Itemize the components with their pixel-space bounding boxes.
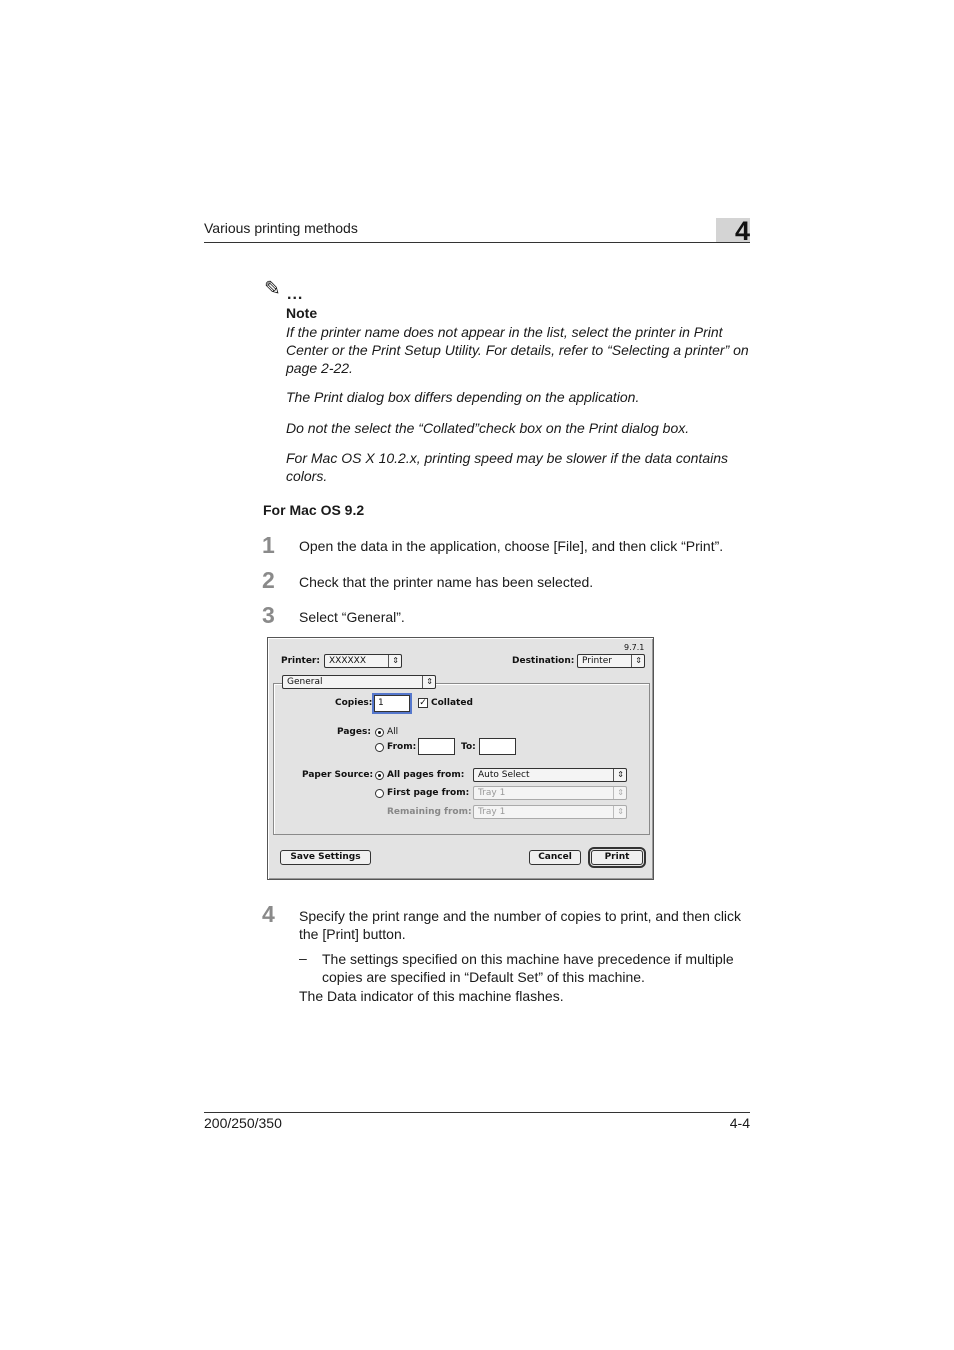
collated-label: Collated bbox=[431, 698, 473, 708]
from-label: From: bbox=[387, 742, 417, 752]
header-rule bbox=[204, 242, 750, 243]
copies-label: Copies: bbox=[335, 698, 373, 708]
all-pages-from-label: All pages from: bbox=[387, 770, 465, 780]
destination-value: Printer bbox=[582, 656, 612, 666]
pages-all-radio[interactable] bbox=[375, 728, 384, 737]
copies-field[interactable]: 1 bbox=[374, 695, 410, 712]
step-number: 4 bbox=[262, 901, 275, 927]
all-pages-from-radio[interactable] bbox=[375, 771, 384, 780]
to-field[interactable] bbox=[479, 738, 516, 755]
remaining-from-popup[interactable] bbox=[473, 805, 627, 819]
footer-rule bbox=[204, 1112, 750, 1113]
first-page-from-value: Tray 1 bbox=[478, 788, 506, 798]
page-number: 4-4 bbox=[729, 1115, 750, 1131]
panel-value: General bbox=[287, 677, 323, 687]
step-number: 3 bbox=[262, 602, 275, 628]
step-text: Select “General”. bbox=[299, 609, 405, 625]
printer-value: XXXXXX bbox=[329, 656, 366, 666]
bullet-dash: – bbox=[299, 950, 307, 966]
updown-arrow-icon: ⇕ bbox=[613, 806, 624, 818]
pages-label: Pages: bbox=[337, 727, 371, 737]
panel-popup[interactable] bbox=[282, 675, 436, 689]
remaining-from-value: Tray 1 bbox=[478, 807, 506, 817]
step-text: Specify the print range and the number of copies to print, and then click the [Print] button. bbox=[299, 908, 742, 942]
pencil-icon: ✎ bbox=[264, 278, 281, 300]
printer-label: Printer: bbox=[281, 656, 320, 666]
collated-checkbox[interactable]: ✓ bbox=[419, 698, 427, 708]
first-page-from-radio[interactable] bbox=[375, 789, 384, 798]
cancel-button[interactable]: Cancel bbox=[529, 850, 581, 865]
section-heading: For Mac OS 9.2 bbox=[263, 502, 365, 518]
updown-arrow-icon: ⇕ bbox=[631, 655, 642, 667]
note-paragraph: If the printer name does not appear in the list, select the printer in Print Center or the Print Setup Utility. For details, refer to “Selecting a printer” on page 2-22. bbox=[286, 324, 749, 376]
print-dialog bbox=[267, 637, 654, 880]
print-button[interactable]: Print bbox=[591, 850, 643, 865]
from-field[interactable] bbox=[418, 738, 455, 755]
version-label: 9.7.1 bbox=[624, 643, 645, 652]
note-paragraph: The Print dialog box differs depending on the application. bbox=[286, 389, 640, 405]
pages-from-radio[interactable] bbox=[375, 743, 384, 752]
note-title: Note bbox=[286, 305, 318, 321]
step-text: Check that the printer name has been selected. bbox=[299, 574, 594, 590]
remaining-from-label: Remaining from: bbox=[387, 807, 472, 817]
updown-arrow-icon: ⇕ bbox=[613, 769, 624, 781]
destination-label: Destination: bbox=[512, 656, 575, 666]
bullet-text: The settings specified on this machine have precedence if multiple copies are specified in “Default Set” of this machine. bbox=[322, 951, 734, 985]
running-header-title: Various printing methods bbox=[204, 220, 358, 236]
step-number: 1 bbox=[262, 532, 275, 558]
printer-popup[interactable] bbox=[324, 654, 402, 668]
note-paragraph: Do not the select the “Collated”check box on the Print dialog box. bbox=[286, 420, 690, 436]
note-ellipsis: ... bbox=[287, 286, 304, 303]
first-page-from-label: First page from: bbox=[387, 788, 470, 798]
updown-arrow-icon: ⇕ bbox=[422, 676, 433, 688]
paper-source-label: Paper Source: bbox=[302, 770, 374, 780]
all-pages-from-value: Auto Select bbox=[478, 770, 530, 780]
step-number: 2 bbox=[262, 567, 275, 593]
save-settings-button[interactable]: Save Settings bbox=[280, 850, 371, 865]
footer-model: 200/250/350 bbox=[204, 1115, 282, 1131]
pages-all-label: All bbox=[387, 727, 399, 737]
to-label: To: bbox=[461, 742, 476, 752]
destination-popup[interactable] bbox=[577, 654, 645, 668]
note-paragraph: For Mac OS X 10.2.x, printing speed may be slower if the data contains colors. bbox=[286, 450, 728, 484]
updown-arrow-icon: ⇕ bbox=[388, 655, 399, 667]
first-page-from-popup[interactable] bbox=[473, 786, 627, 800]
step-result: The Data indicator of this machine flashes. bbox=[299, 988, 564, 1004]
step-text: Open the data in the application, choose [File], and then click “Print”. bbox=[299, 538, 724, 554]
all-pages-from-popup[interactable] bbox=[473, 768, 627, 782]
updown-arrow-icon: ⇕ bbox=[613, 787, 624, 799]
chapter-number: 4 bbox=[734, 216, 750, 246]
